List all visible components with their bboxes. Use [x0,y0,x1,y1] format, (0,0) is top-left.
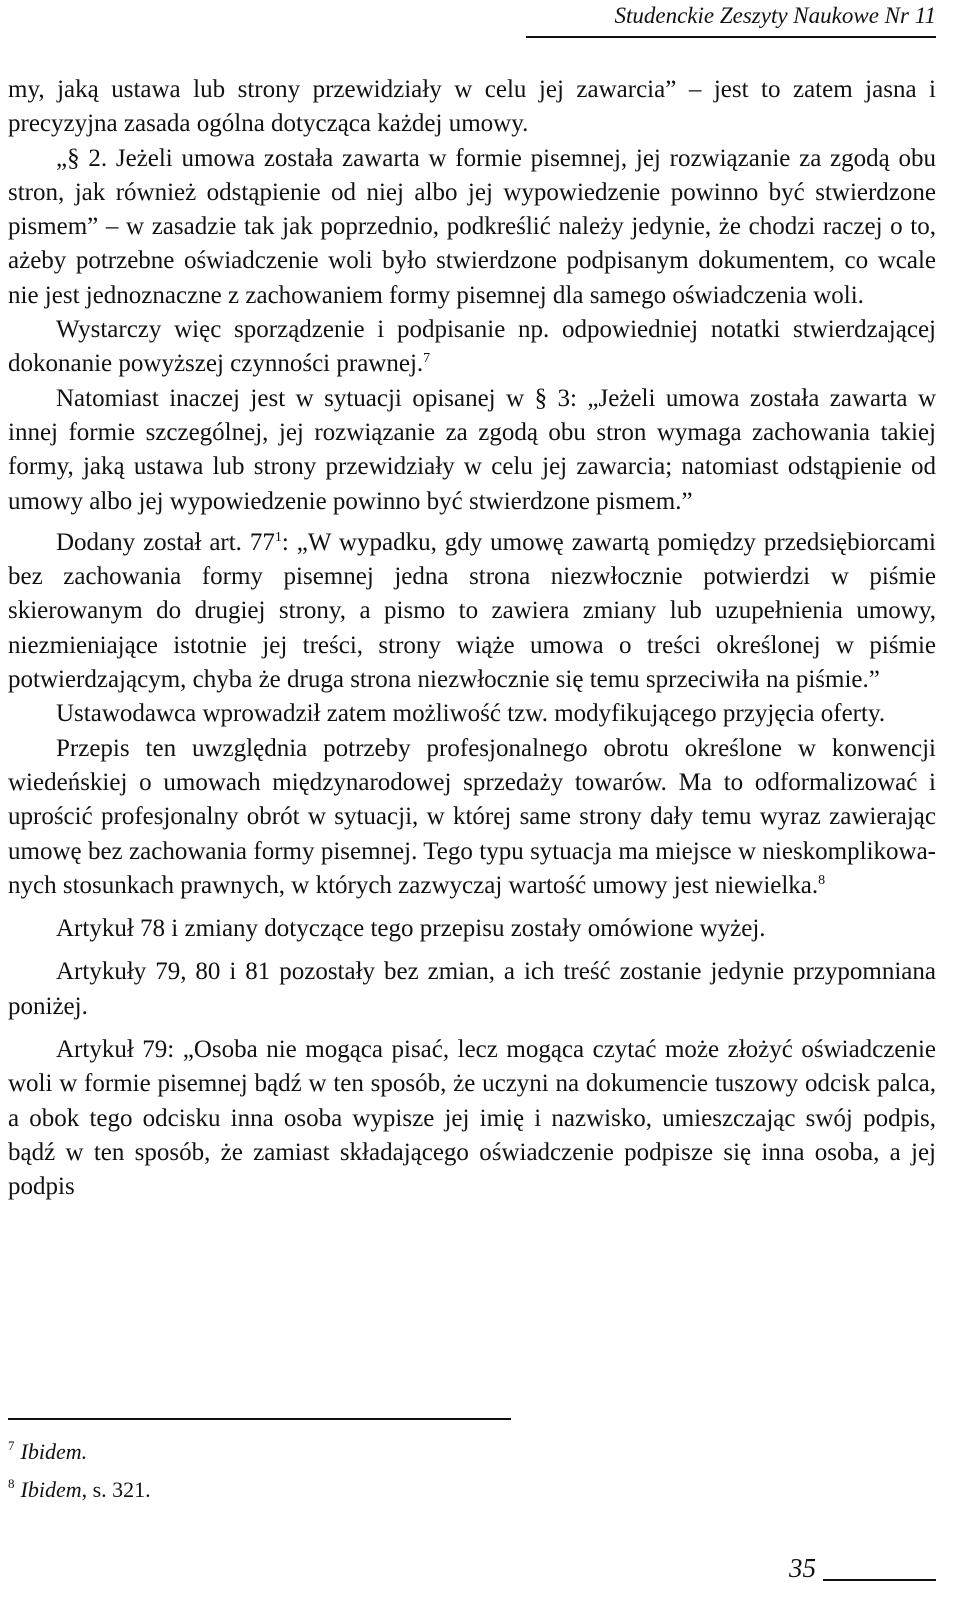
paragraph-art-77-text: : „W wypadku, gdy umowę zawartą pomiędzy przedsiębiorcami bez zachowania formy pisemnej jedna strona niezwłocznie potwierdzi w piśmie skierowanym do drugiej strony, a pismo to zawiera zmiany lub uzupełnienia umowy, niezmieniające istotnie jej treści, strony wiąże umowa o treści określonej w piśmie potwierdzającym, chyba że druga strona niezwłocznie się temu sprzeciwiła na piśmie.” [8,528,936,694]
paragraph-art-79: Artykuł 79: „Osoba nie mogąca pisać, lecz mogąca czytać może złożyć oświadczenie woli w formie pisemnej bądź w ten sposób, że uczyni na dokumencie tuszowy odcisk palca, a obok tego odcisku inna osoba wypisze jej imię i nazwisko, umieszczając swój podpis, bądź w ten sposób, że zamiast składającego oświadczenie podpisze się inna osoba, a jej podpis [8,1036,936,1201]
paragraph-continuation: my, jaką ustawa lub strony przewidziały w celu jej zawarcia” – jest to zatem jasna i precyzyjna zasada ogólna dotycząca każdej umowy. [8,76,936,138]
footnote-ref-8: 8 [818,872,826,888]
paragraph-notatka [8,313,936,382]
paragraph-section-2: „§ 2. Jeżeli umowa została zawarta w formie pisemnej, jej rozwiązanie za zgodą obu stron, jak również odstąpienie od niej albo jej wypowiedzenie powinno być stwierdzone pismem” – w zasadzie tak jak poprzednio, podkreślić należy jedynie, że chodzi raczej o to, ażeby potrzebne oświadczenie woli było stwierdzone podpisanym dokumentem, co wcale nie jest jednoznaczne z zachowaniem formy pisemnej dla samego oświadczenia woli. [8,144,936,309]
paragraph-konwencja-text: Przepis ten uwzględnia potrzeby profesjonalnego obrotu określone w konwencji wiedeńskiej o umowach międzynarodowej sprzedaży towarów. Ma to odformalizować i uprościć profesjonalny obrót w sytuacji, w której same strony dały temu wyraz zawierając umowę bez zachowania formy pisemnej. Tego typu sytuacja ma miejsce w nieskomplikowanych stosunkach prawnych, w których zazwyczaj wartość umowy jest niewielka. [8,734,936,899]
body-text [8,73,936,1205]
paragraph-art-77-lead: Dodany został art. 77 [56,528,275,556]
footnote-number: 8 [8,1476,15,1491]
running-header: Studenckie Zeszyty Naukowe Nr 11 [614,3,936,28]
paragraph-art-79-81: Artykuły 79, 80 i 81 pozostały bez zmian, a ich treść zostanie jedynie przypomniana poniżej. [8,958,936,1020]
footnotes [8,1430,608,1506]
footnote-text: Ibidem. [20,1439,88,1464]
page-number-rule [823,1579,936,1581]
paragraph-art-78: Artykuł 78 i zmiany dotyczące tego przepisu zostały omówione wyżej. [56,915,766,943]
document-page [8,0,936,1602]
footnote-page-ref: , s. 321. [81,1477,151,1502]
footnote-ref-7: 7 [423,351,431,367]
header-rule [526,36,936,38]
paragraph-section-3: Natomiast inaczej jest w sytuacji opisanej w § 3: „Jeżeli umowa została zawarta w innej formie szczególnej, jej rozwiązanie za zgodą obu stron wymaga zachowania takiej formy, jaką ustawa lub strony przewidziały w celu jej zawarcia; natomiast odstąpienie od umowy albo jej wypowiedzenie powinno być stwierdzone pismem.” [8,384,936,515]
art-77-superscript: 1 [274,529,282,545]
page-number: 35 [789,1553,816,1583]
paragraph-notatka-text: Wystarczy więc sporządzenie i podpisanie np. odpowiedniej notatki stwierdzającej dokonanie powyższej czynności prawnej. [8,316,936,378]
footnote-8 [8,1468,608,1506]
footnote-7 [8,1430,608,1468]
paragraph-modyfikujace-przyjecie: Ustawodawca wprowadził zatem możliwość tzw. modyfikującego przyjęcia oferty. [56,700,886,728]
paragraph-konwencja-wiedenska [8,732,936,903]
footnote-separator [8,1418,511,1420]
footnote-number: 7 [8,1438,15,1453]
paragraph-art-77 [8,526,936,697]
footnote-text: Ibidem [20,1477,82,1502]
